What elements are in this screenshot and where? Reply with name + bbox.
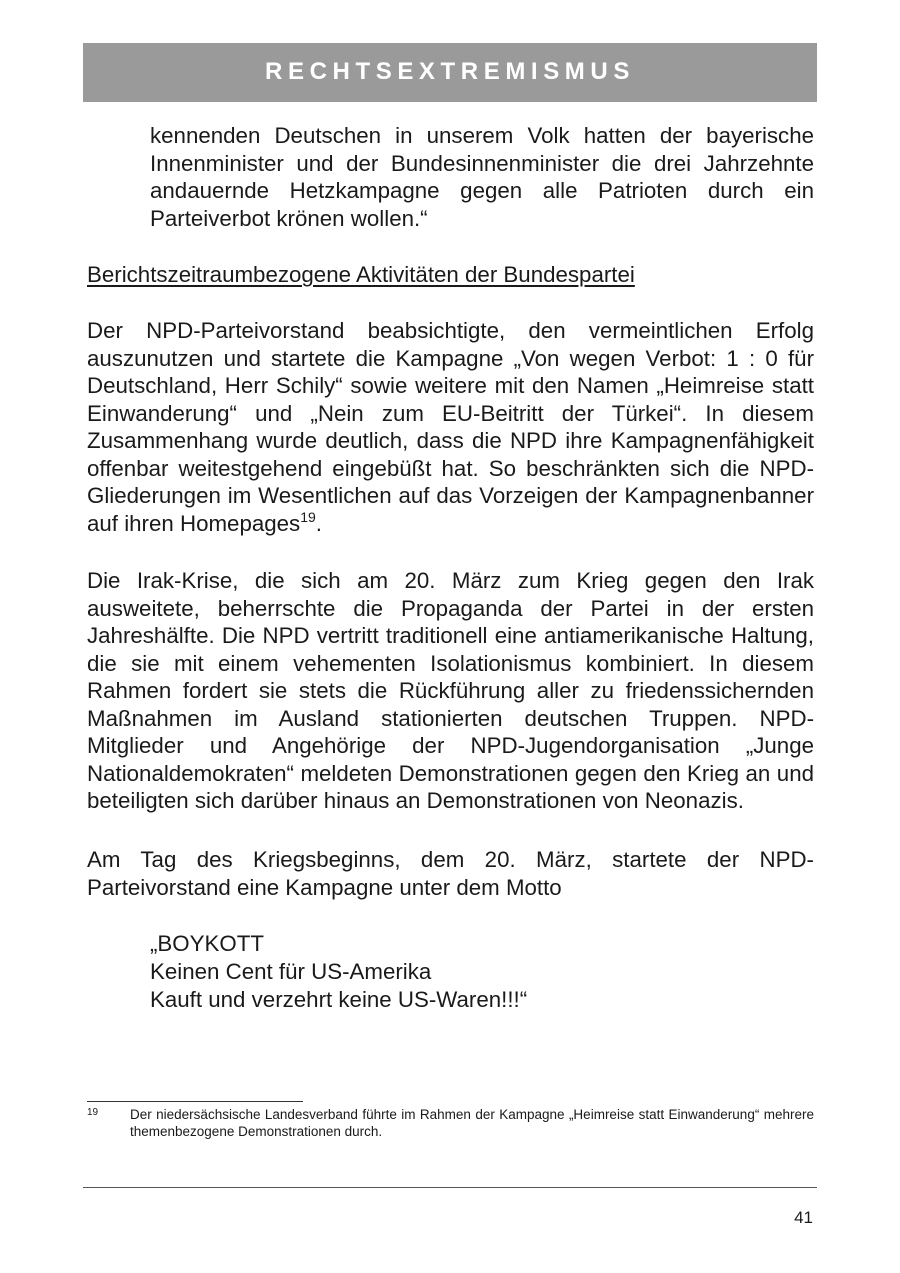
quote-line: Kauft und verzehrt keine US-Waren!!!“ [150,987,528,1012]
boycott-quote [150,930,527,1014]
footnote-reference: 19 [300,508,316,525]
paragraph-1 [87,317,814,537]
paragraph-1-end: . [315,510,322,536]
paragraph-1-text: Der NPD-Parteivorstand beabsichtigte, den vermeintlichen Erfolg auszunutzen und startete die Kampagne „Von wegen Verbot: 1 : 0 für Deutschland, Herr Schily“ sowie weitere mit den Namen „Heimreise statt Einwanderung“ und „Nein zum EU-Beitritt der Türkei“. In diesem Zusammenhang wurde deutlich, dass die NPD ihre Kampagnenfähigkeit offenbar weitestgehend eingebüßt hat. So beschränkten sich die NPD-Gliederungen im Wesentlichen auf das Vorzeigen der Kampagnenbanner auf ihren Homepages [87,318,814,536]
header-bar [83,43,817,102]
paragraph-2: Die Irak-Krise, die sich am 20. März zum Krieg gegen den Irak ausweitete, beherrschte die Propaganda der Partei in der ersten Jahreshälfte. Die NPD vertritt traditionell eine antiamerikanische Haltung, die sie mit einem vehementen Isolationismus kombiniert. In diesem Rahmen fordert sie stets die Rückführung aller zu friedenssichernden Maßnahmen im Ausland stationierten deutschen Truppen. NPD-Mitglieder und Angehörige der NPD-Jugendorganisation „Junge Nationaldemokraten“ meldeten Demonstrationen gegen den Krieg an und beteiligten sich darüber hinaus an Demonstrationen von Neonazis. [87,568,814,813]
page-number: 41 [794,1208,813,1227]
paragraph-continuation: kennenden Deutschen in unserem Volk hatten der bayerische Innenminister und der Bundesinnenminister die drei Jahrzehnte andauernde Hetzkampagne gegen alle Patrioten durch ein Parteiverbot krönen wollen.“ [150,123,814,231]
header-title: RECHTSEXTREMISMUS [265,57,635,85]
paragraph-3: Am Tag des Kriegsbeginns, dem 20. März, startete der NPD-Parteivorstand eine Kampagne unter dem Motto [87,847,814,900]
section-heading: Berichtszeitraumbezogene Aktivitäten der Bundespartei [87,262,635,287]
footnote-number: 19 [87,1107,99,1118]
quote-line: „BOYKOTT [150,931,264,956]
bottom-rule [83,1187,817,1188]
footnote [87,1106,814,1140]
quote-line: Keinen Cent für US-Amerika [150,959,432,984]
footnote-text: Der niedersächsische Landesverband führte im Rahmen der Kampagne „Heimreise statt Einwanderung“ mehrere themenbezogene Demonstrationen durch. [130,1107,814,1139]
footnote-separator [87,1101,303,1102]
